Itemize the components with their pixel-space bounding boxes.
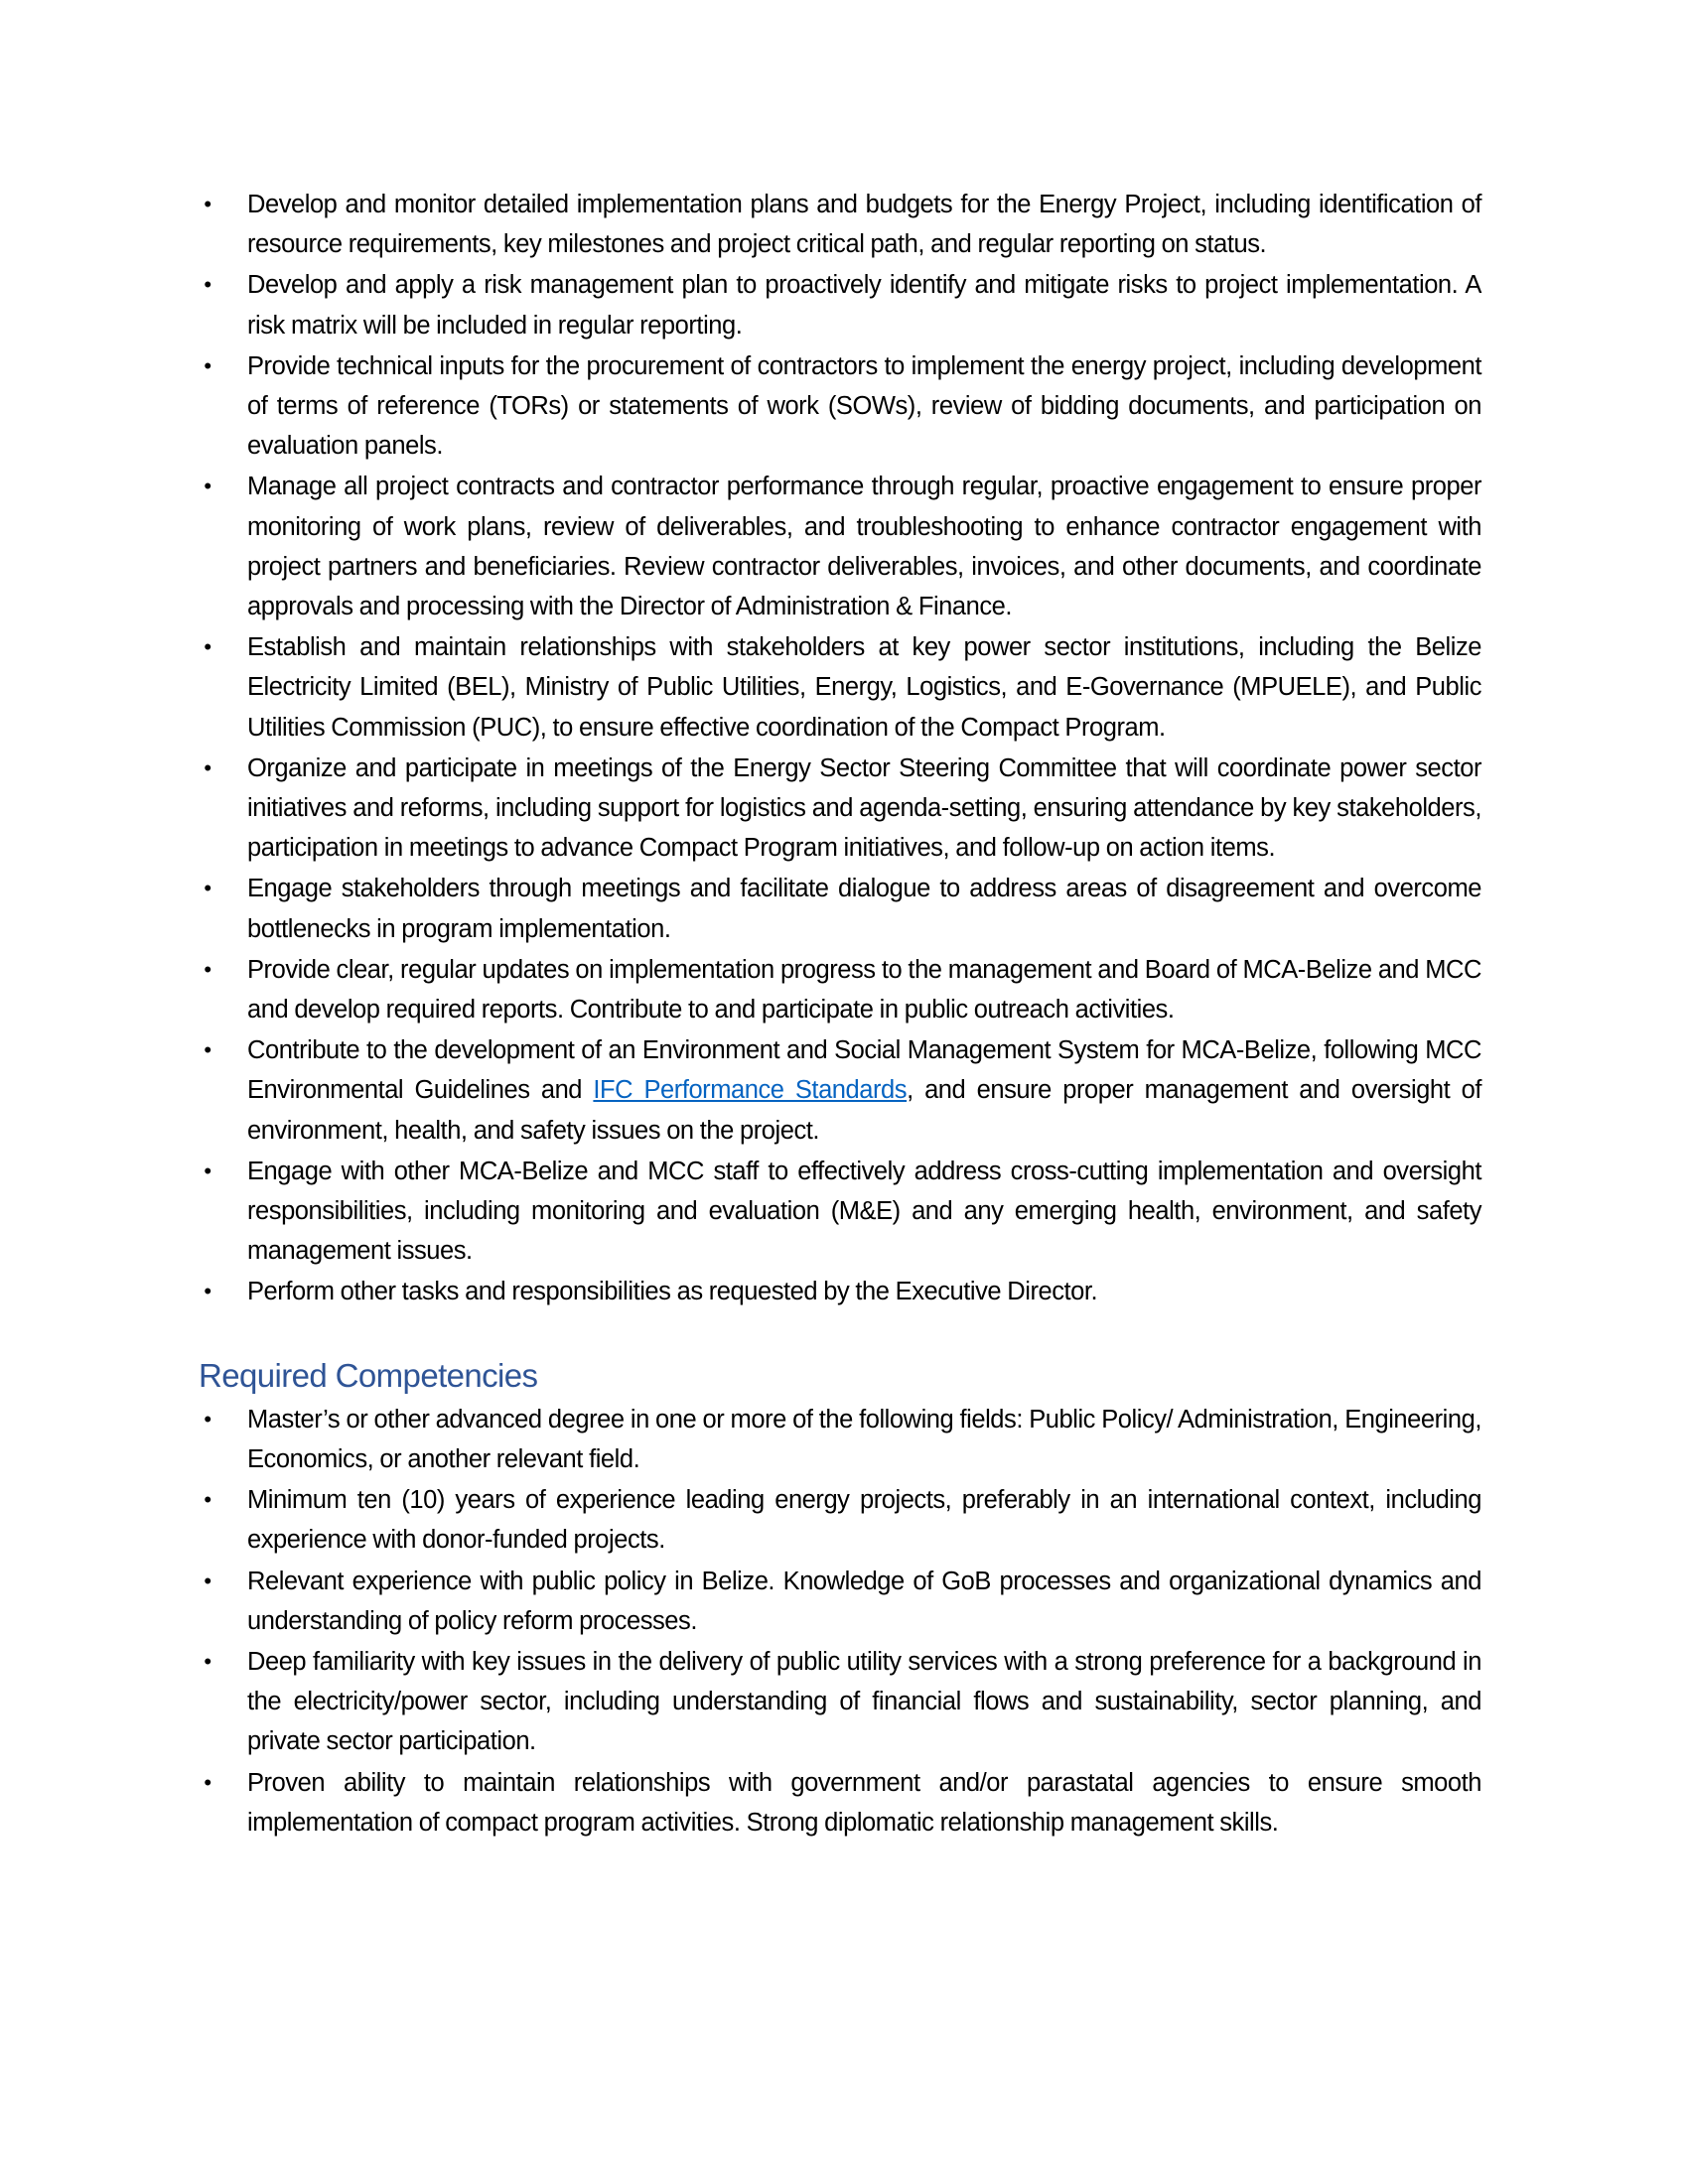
- bullet-icon: •: [204, 474, 211, 499]
- list-item-text: Master’s or other advanced degree in one or more of the following fields: Public Policy/ Administration, Engineering, Economics, or another relevant field.: [247, 1405, 1481, 1473]
- list-item-text: , and ensure proper management and oversight of environment, health, and safety issues on the project.: [247, 1076, 1481, 1145]
- bullet-icon: •: [204, 1487, 211, 1513]
- bullet-icon: •: [204, 272, 211, 298]
- list-item-text: Contribute to the development of an Environment and Social Management System for MCA-Belize, following MCC Environmental Guidelines and: [247, 1036, 1481, 1105]
- list-item-text: Perform other tasks and responsibilities as requested by the Executive Director.: [247, 1278, 1098, 1306]
- list-item: [199, 1562, 1481, 1641]
- list-item-text: Provide technical inputs for the procurement of contractors to implement the energy project, including development of terms of reference (TORs) or statements of work (SOWs), review of bidding documents, and participation on evaluation panels.: [247, 351, 1481, 461]
- bullet-icon: •: [204, 754, 211, 780]
- bullet-icon: •: [204, 1158, 211, 1183]
- list-item-text: Provide clear, regular updates on implementation progress to the management and Board of MCA-Belize and MCC and develop required reports. Contribute to and participate in public outreach activities.: [247, 955, 1481, 1024]
- bullet-icon: •: [204, 1769, 211, 1795]
- list-item-esms: [199, 1030, 1481, 1151]
- responsibilities-list: [199, 185, 1481, 1312]
- bullet-icon: •: [204, 192, 211, 216]
- bullet-icon: •: [204, 1568, 211, 1593]
- list-item-text: Engage with other MCA-Belize and MCC staff to effectively address cross-cutting implementation and oversight responsibilities, including monitoring and evaluation (M&E) and any emerging health, environment, and safety management issues.: [247, 1157, 1481, 1266]
- bullet-icon: •: [204, 1037, 211, 1063]
- list-item: [199, 869, 1481, 948]
- list-item: [199, 749, 1481, 869]
- competencies-list: [199, 1400, 1481, 1843]
- list-item: [199, 346, 1481, 467]
- required-competencies-heading: Required Competencies: [199, 1356, 538, 1394]
- list-item: [199, 1152, 1481, 1272]
- list-item: [199, 1763, 1481, 1843]
- list-item: [199, 265, 1481, 344]
- list-item: [199, 1642, 1481, 1762]
- list-item: [199, 1480, 1481, 1560]
- list-item: [199, 467, 1481, 626]
- ifc-performance-standards-link[interactable]: IFC Performance Standards: [593, 1076, 908, 1105]
- list-item: [199, 185, 1481, 264]
- list-item-text: Develop and apply a risk management plan to proactively identify and mitigate risks to project implementation. A risk matrix will be included in regular reporting.: [247, 271, 1481, 340]
- list-item-text: Organize and participate in meetings of the Energy Sector Steering Committee that will coordinate power sector initiatives and reforms, including support for logistics and agenda-setting, ensuring attendance by key stakeholders, participation in meetings to advance Compact Program initiatives, and follow-up on action items.: [247, 753, 1481, 863]
- list-item-text: Relevant experience with public policy in Belize. Knowledge of GoB processes and organizational dynamics and understanding of policy reform processes.: [247, 1567, 1481, 1635]
- list-item-text: Proven ability to maintain relationships with government and/or parastatal agencies to ensure smooth implementation of compact program activities. Strong diplomatic relationship management skills.: [247, 1768, 1481, 1837]
- list-item: [199, 1272, 1481, 1311]
- bullet-icon: •: [204, 956, 211, 982]
- bullet-icon: •: [204, 876, 211, 901]
- list-item: [199, 627, 1481, 748]
- bullet-icon: •: [204, 634, 211, 660]
- bullet-icon: •: [204, 1279, 211, 1304]
- list-item: [199, 950, 1481, 1029]
- list-item-text: Develop and monitor detailed implementation plans and budgets for the Energy Project, including identification of resource requirements, key milestones and project critical path, and regular reporting on status.: [247, 191, 1481, 259]
- list-item-text: Deep familiarity with key issues in the delivery of public utility services with a strong preference for a background in the electricity/power sector, including understanding of financial flows and sustainability, sector planning, and private sector participation.: [247, 1647, 1481, 1756]
- list-item: [199, 1400, 1481, 1479]
- bullet-icon: •: [204, 352, 211, 378]
- list-item-text: Engage stakeholders through meetings and facilitate dialogue to address areas of disagreement and overcome bottlenecks in program implementation.: [247, 875, 1481, 943]
- document-page: [199, 185, 1481, 1843]
- bullet-icon: •: [204, 1406, 211, 1432]
- list-item-text: Manage all project contracts and contractor performance through regular, proactive engagement to ensure proper monitoring of work plans, review of deliverables, and troubleshooting to enhance contractor engagement with project partners and beneficiaries. Review contractor deliverables, invoices, and other documents, and coordinate approvals and processing with the Director of Administration & Finance.: [247, 473, 1481, 621]
- list-item-text: Establish and maintain relationships with stakeholders at key power sector institutions, including the Belize Electricity Limited (BEL), Ministry of Public Utilities, Energy, Logistics, and E-Governance (MPUELE), and Public Utilities Commission (PUC), to ensure effective coordination of the Compact Program.: [247, 633, 1481, 742]
- list-item-text: Minimum ten (10) years of experience leading energy projects, preferably in an international context, including experience with donor-funded projects.: [247, 1486, 1481, 1555]
- bullet-icon: •: [204, 1648, 211, 1674]
